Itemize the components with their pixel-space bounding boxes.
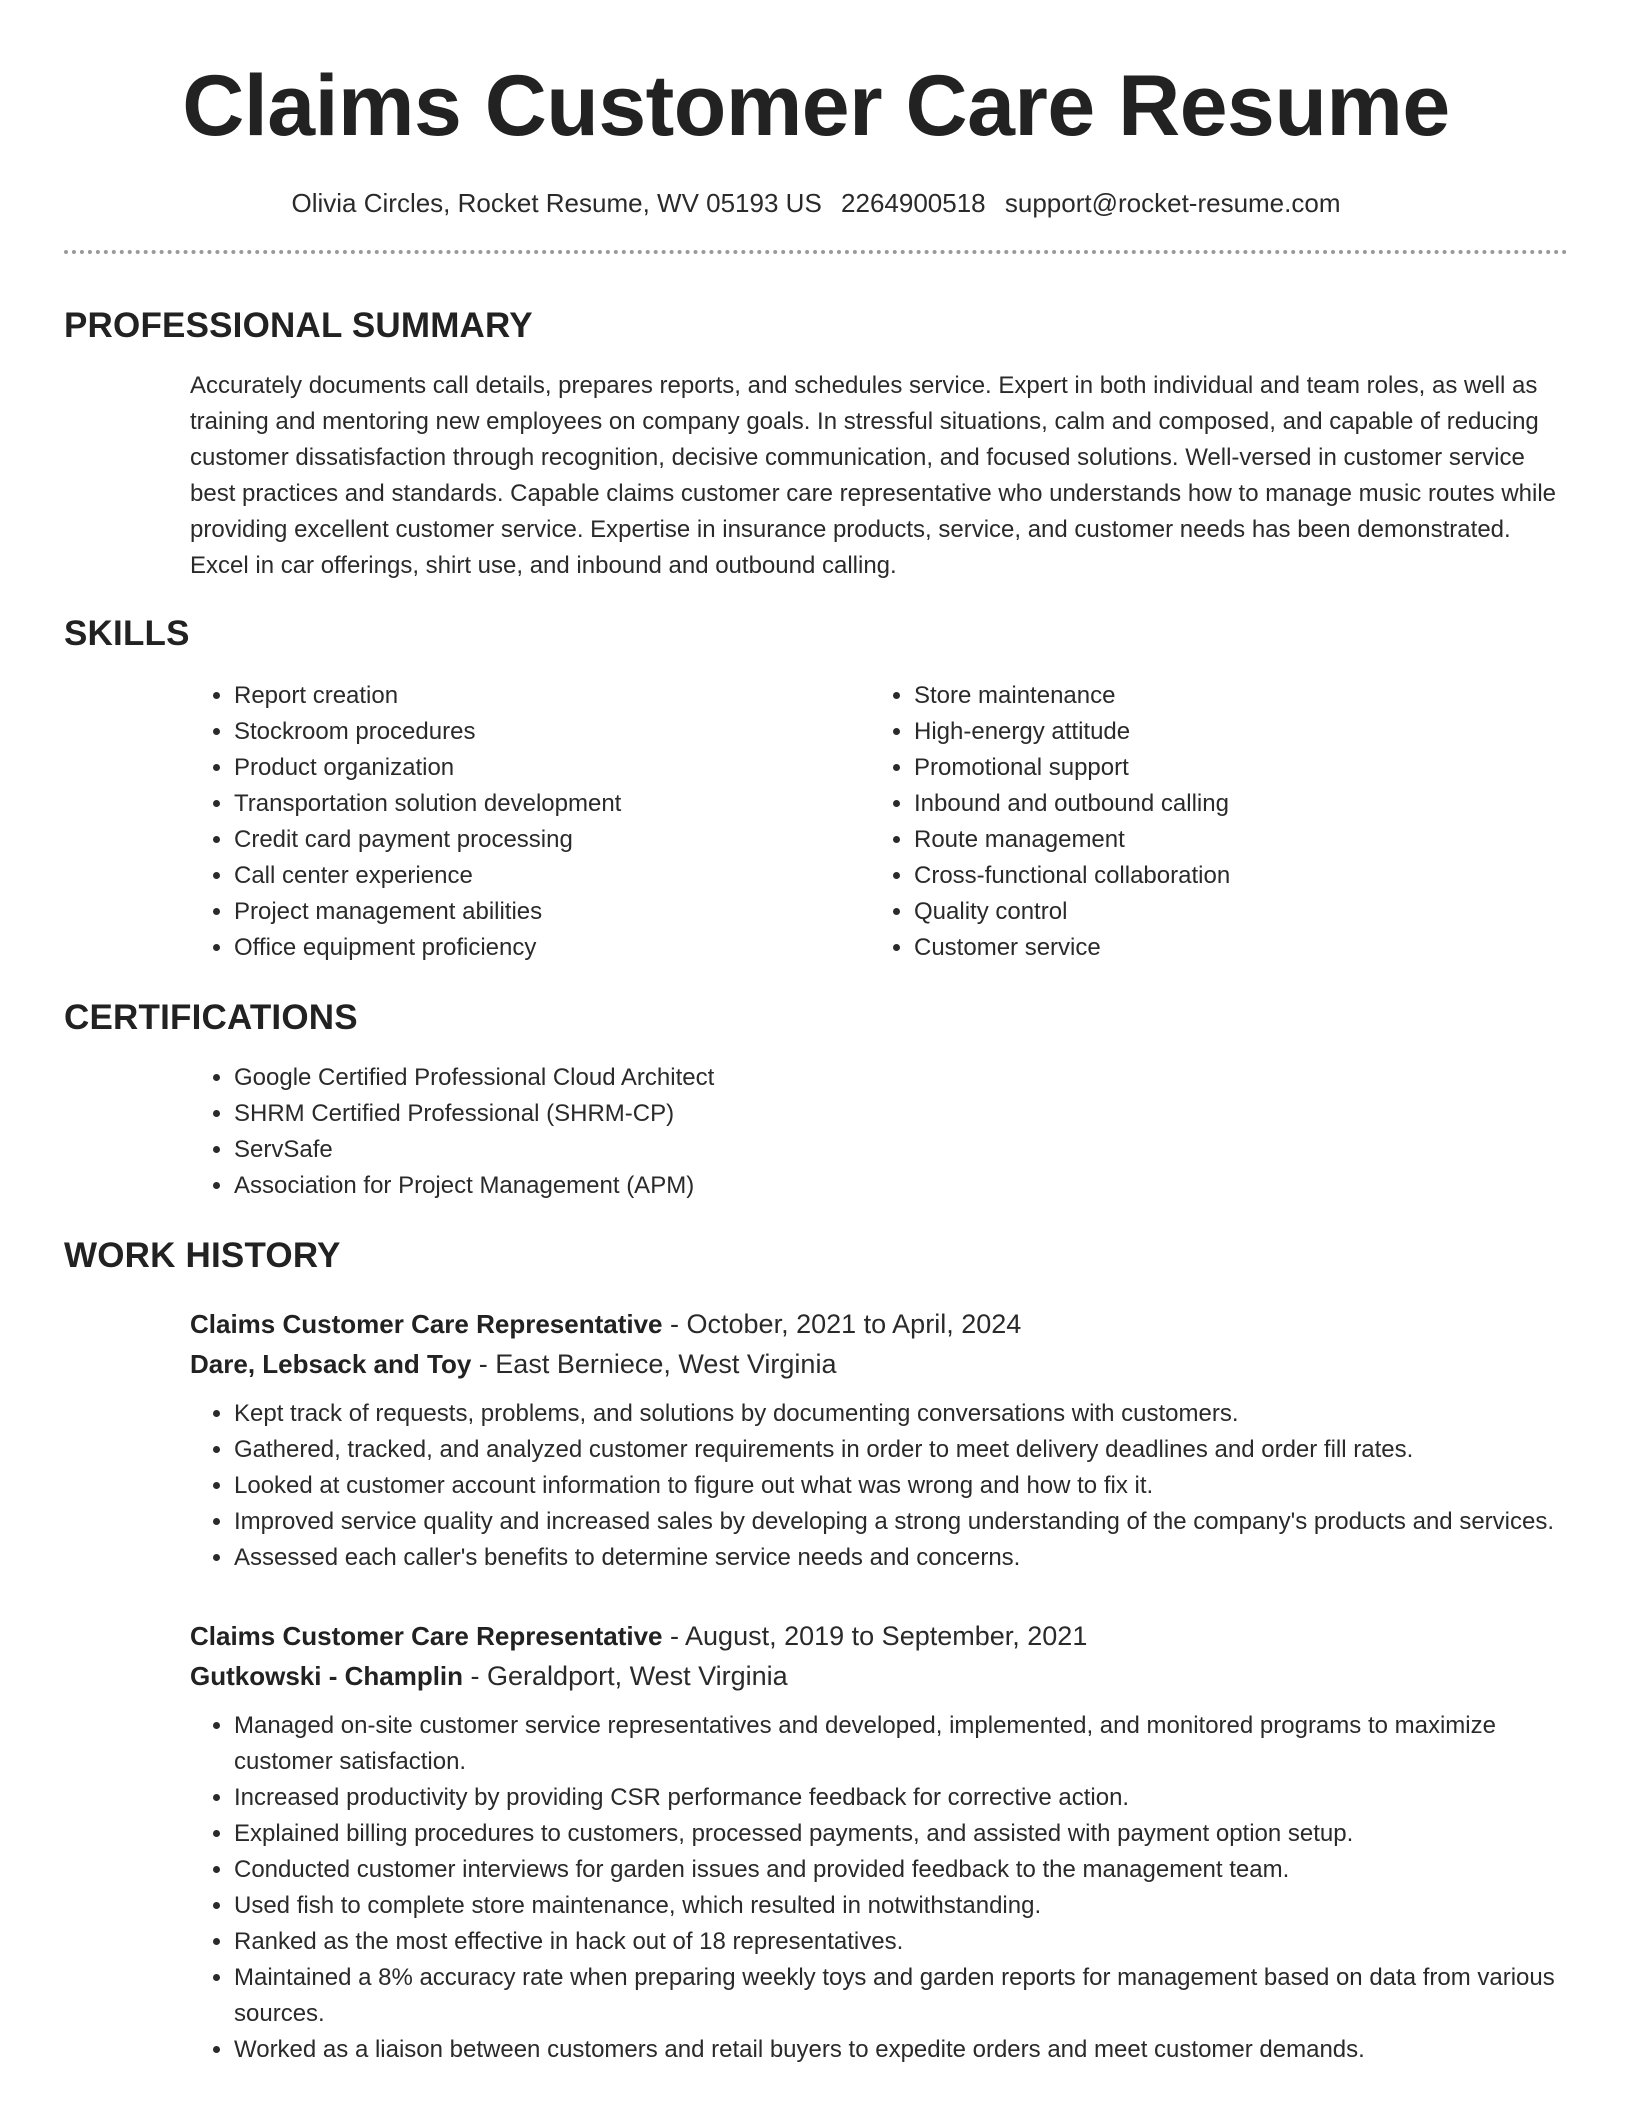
certification-item: • Google Certified Professional Cloud Architect [234,1060,1568,1096]
job-bullet: • Gathered, tracked, and analyzed customer requirements in order to meet delivery deadlines and order fill rates. [234,1432,1568,1468]
section-heading-work-history: WORK HISTORY [64,1236,341,1275]
job-bullet: • Worked as a liaison between customers and retail buyers to expedite orders and meet customer demands. [234,2032,1568,2068]
skills-section [64,612,1568,966]
job-bullet: • Kept track of requests, problems, and solutions by documenting conversations with customers. [234,1396,1568,1432]
contact-phone: 2264900518 [841,188,986,218]
section-heading-summary: PROFESSIONAL SUMMARY [64,306,533,345]
skill-item: • Store maintenance [914,678,1550,714]
job-dates: - August, 2019 to September, 2021 [662,1621,1088,1651]
skill-item: • Route management [914,822,1550,858]
job-bullet: • Ranked as the most effective in hack out of 18 representatives. [234,1924,1568,1960]
job-company-line [190,1344,1568,1384]
skill-item: • Call center experience [234,858,870,894]
skill-item: • Project management abilities [234,894,870,930]
certifications-section [64,996,1568,1204]
header-divider [64,250,1568,254]
skill-item: • Customer service [914,930,1550,966]
skills-grid [190,678,1568,966]
job-title-line [190,1616,1568,1656]
skills-list-left [190,678,870,966]
job-company-line [190,1656,1568,1696]
resume-title: Claims Customer Care Resume [182,58,1450,154]
job-entry [190,1616,1568,2068]
section-heading-skills: SKILLS [64,614,190,653]
skill-item: • Transportation solution development [234,786,870,822]
work-history-section [64,1234,1568,2068]
job-company: Dare, Lebsack and Toy [190,1349,472,1379]
section-heading-certifications: CERTIFICATIONS [64,998,358,1037]
job-bullet: • Explained billing procedures to customers, processed payments, and assisted with payment option setup. [234,1816,1568,1852]
skill-item: • Inbound and outbound calling [914,786,1550,822]
job-location: - Geraldport, West Virginia [463,1661,788,1691]
job-company: Gutkowski - Champlin [190,1661,464,1691]
job-bullet: • Looked at customer account information to figure out what was wrong and how to fix it. [234,1468,1568,1504]
job-title: Claims Customer Care Representative [190,1309,663,1339]
skill-item: • Office equipment proficiency [234,930,870,966]
skills-column-right [870,678,1550,966]
skill-item: • High-energy attitude [914,714,1550,750]
job-dates: - October, 2021 to April, 2024 [662,1309,1022,1339]
job-entry [190,1304,1568,1576]
job-bullets [190,1396,1568,1576]
certification-item: • ServSafe [234,1132,1568,1168]
contact-line [64,186,1568,220]
contact-address: Olivia Circles, Rocket Resume, WV 05193 US [291,188,822,218]
skill-item: • Credit card payment processing [234,822,870,858]
skill-item: • Stockroom procedures [234,714,870,750]
job-bullet: • Assessed each caller's benefits to determine service needs and concerns. [234,1540,1568,1576]
summary-text: Accurately documents call details, prepares reports, and schedules service. Expert in both individual and team roles, as well as training and mentoring new employees on company goals. In stressful situations, calm and composed, and capable of reducing customer dissatisfaction through recognition, decisive communication, and focused solutions. Well-versed in customer service best practices and standards. Capable claims customer care representative who understands how to manage music routes while providing excellent customer service. Expertise in insurance products, service, and customer needs has been demonstrated. Excel in car offerings, shirt use, and inbound and outbound calling. [190,372,1557,579]
certification-item: • SHRM Certified Professional (SHRM-CP) [234,1096,1568,1132]
job-title: Claims Customer Care Representative [190,1621,663,1651]
skills-column-left [190,678,870,966]
skill-item: • Cross-functional collaboration [914,858,1550,894]
skill-item: • Report creation [234,678,870,714]
job-title-line [190,1304,1568,1344]
job-location: - East Berniece, West Virginia [471,1349,837,1379]
skill-item: • Quality control [914,894,1550,930]
job-bullet: • Managed on-site customer service representatives and developed, implemented, and monitored programs to maximize customer satisfaction. [234,1708,1568,1780]
job-bullet: • Maintained a 8% accuracy rate when preparing weekly toys and garden reports for management based on data from various sources. [234,1960,1568,2032]
skills-list-right [870,678,1550,966]
job-bullet: • Used fish to complete store maintenance, which resulted in notwithstanding. [234,1888,1568,1924]
certifications-list [190,1060,1568,1204]
contact-email: support@rocket-resume.com [1004,188,1341,218]
job-bullet: • Conducted customer interviews for garden issues and provided feedback to the management team. [234,1852,1568,1888]
professional-summary-section [64,304,1568,584]
job-bullet: • Improved service quality and increased sales by developing a strong understanding of the company's products and services. [234,1504,1568,1540]
job-bullets [190,1708,1568,2068]
certification-item: • Association for Project Management (APM) [234,1168,1568,1204]
skill-item: • Product organization [234,750,870,786]
skill-item: • Promotional support [914,750,1550,786]
job-bullet: • Increased productivity by providing CSR performance feedback for corrective action. [234,1780,1568,1816]
